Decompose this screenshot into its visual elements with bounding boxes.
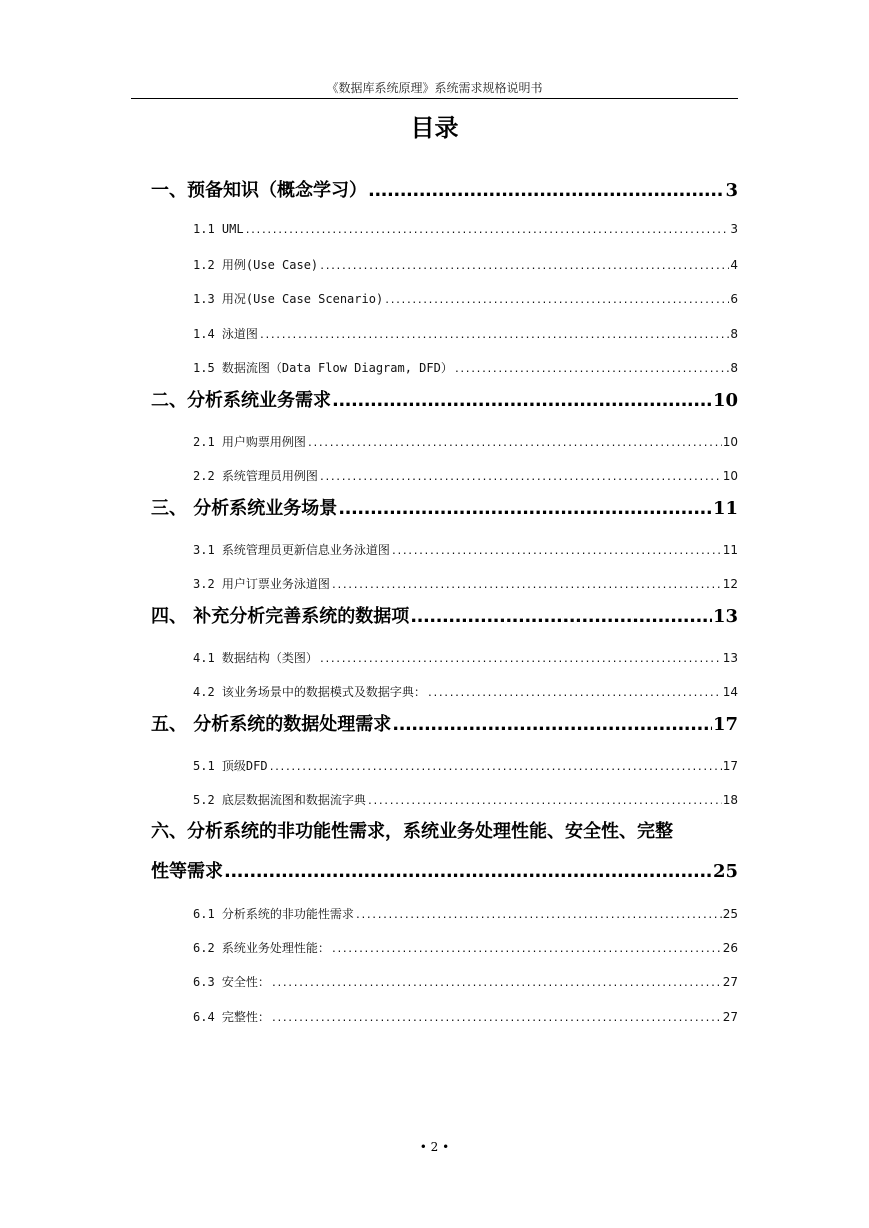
toc-page-number: 26 xyxy=(722,941,738,955)
toc-label: 6.1 分析系统的非功能性需求 xyxy=(193,907,354,921)
toc-page-number: 13 xyxy=(712,606,738,627)
toc-entry-1-5[interactable] xyxy=(193,359,738,377)
leader-dots xyxy=(271,1013,722,1024)
leader-dots xyxy=(319,261,729,272)
toc-label: 1.4 泳道图 xyxy=(193,327,258,341)
leader-dots xyxy=(367,796,722,807)
toc-entry-5[interactable] xyxy=(151,710,738,736)
toc-label: 6.4 完整性： xyxy=(193,1010,270,1024)
toc-entry-4-1[interactable] xyxy=(193,649,738,667)
toc-page-number: 6 xyxy=(730,292,738,306)
leader-dots xyxy=(331,580,722,591)
toc-entry-6-4[interactable] xyxy=(193,1008,738,1026)
leader-dots xyxy=(259,330,729,341)
toc-label: 4.2 该业务场景中的数据模式及数据字典： xyxy=(193,685,426,699)
leader-dots xyxy=(269,762,722,773)
toc-label: 6.3 安全性： xyxy=(193,975,270,989)
leader-dots xyxy=(391,546,722,557)
toc-page-number: 11 xyxy=(712,498,738,519)
leader-dots xyxy=(307,438,722,449)
toc-page-number: 8 xyxy=(730,327,738,341)
toc-page-number: 18 xyxy=(722,793,738,807)
toc-page-number: 8 xyxy=(730,361,738,375)
toc-entry-3-2[interactable] xyxy=(193,575,738,593)
toc-entry-1-2[interactable] xyxy=(193,256,738,274)
toc-entry-2-1[interactable] xyxy=(193,433,738,451)
leader-dots xyxy=(392,714,712,735)
toc-page-number: 3 xyxy=(725,180,738,201)
toc-label: 性等需求 xyxy=(151,861,223,882)
leader-dots xyxy=(319,654,722,665)
toc-label: 1.5 数据流图（Data Flow Diagram, DFD） xyxy=(193,361,453,375)
toc-entry-6-1[interactable] xyxy=(193,905,738,923)
toc-label: 1.1 UML xyxy=(193,222,244,236)
toc-entry-6-3[interactable] xyxy=(193,973,738,991)
toc-entry-4-2[interactable] xyxy=(193,683,738,701)
leader-dots xyxy=(319,472,722,483)
toc-page-number: 25 xyxy=(722,907,738,921)
toc-label: 五、 分析系统的数据处理需求 xyxy=(151,714,392,735)
toc-page-number: 17 xyxy=(722,759,738,773)
toc-label: 3.2 用户订票业务泳道图 xyxy=(193,577,330,591)
toc-label: 一、预备知识（概念学习） xyxy=(151,180,367,201)
toc-entry-5-1[interactable] xyxy=(193,757,738,775)
toc-entry-1-3[interactable] xyxy=(193,290,738,308)
toc-page-number: 10 xyxy=(712,390,738,411)
toc-page-number: 4 xyxy=(730,258,738,272)
toc-page-number: 12 xyxy=(722,577,738,591)
toc-label: 三、 分析系统业务场景 xyxy=(151,498,338,519)
toc-page-number: 3 xyxy=(730,222,738,236)
leader-dots xyxy=(384,295,729,306)
toc-label: 1.2 用例(Use Case) xyxy=(193,258,319,272)
leader-dots xyxy=(410,606,712,627)
toc-entry-1-4[interactable] xyxy=(193,325,738,343)
toc-entry-3-1[interactable] xyxy=(193,541,738,559)
page-number-footer: • 2 • xyxy=(419,1140,450,1154)
toc-page-number: 25 xyxy=(712,861,738,882)
toc-label: 5.1 顶级DFD xyxy=(193,759,268,773)
toc-entry-1-1[interactable] xyxy=(193,222,738,240)
toc-label: 2.1 用户购票用例图 xyxy=(193,435,306,449)
leader-dots xyxy=(427,688,722,699)
toc-page-number: 27 xyxy=(722,975,738,989)
leader-dots xyxy=(271,978,722,989)
toc-label: 3.1 系统管理员更新信息业务泳道图 xyxy=(193,543,390,557)
toc-page-number: 10 xyxy=(722,469,738,483)
toc-entry-2-2[interactable] xyxy=(193,467,738,485)
running-header: 《数据库系统原理》系统需求规格说明书 xyxy=(326,81,543,95)
toc-label: 2.2 系统管理员用例图 xyxy=(193,469,318,483)
leader-dots xyxy=(338,498,712,519)
toc-label: 5.2 底层数据流图和数据流字典 xyxy=(193,793,366,807)
toc-entry-1[interactable] xyxy=(151,176,738,202)
toc-label: 1.3 用况(Use Case Scenario) xyxy=(193,292,384,306)
leader-dots xyxy=(454,364,730,375)
toc-label: 6.2 系统业务处理性能： xyxy=(193,941,330,955)
toc-label: 4.1 数据结构（类图） xyxy=(193,651,318,665)
toc-page-number: 11 xyxy=(722,543,738,557)
leader-dots xyxy=(245,225,730,236)
page-title: 目录 xyxy=(410,114,459,142)
leader-dots xyxy=(355,910,722,921)
toc-page-number: 10 xyxy=(722,435,738,449)
toc-page-number: 27 xyxy=(722,1010,738,1024)
toc-entry-6-line1[interactable]: 六、分析系统的非功能性需求，系统业务处理性能、安全性、完整 xyxy=(151,821,673,842)
toc-entry-5-2[interactable] xyxy=(193,791,738,809)
toc-entry-6-2[interactable] xyxy=(193,939,738,957)
leader-dots xyxy=(224,861,712,882)
toc-entry-4[interactable] xyxy=(151,602,738,628)
toc-entry-3[interactable] xyxy=(151,494,738,520)
toc-label: 四、 补充分析完善系统的数据项 xyxy=(151,606,410,627)
toc-page-number: 17 xyxy=(712,714,738,735)
toc-entry-2[interactable] xyxy=(151,386,738,412)
toc-page-number: 13 xyxy=(722,651,738,665)
leader-dots xyxy=(331,944,722,955)
toc-entry-6[interactable] xyxy=(151,857,738,883)
header-rule xyxy=(131,98,738,99)
leader-dots xyxy=(332,390,712,411)
leader-dots xyxy=(368,180,724,201)
toc-label: 二、分析系统业务需求 xyxy=(151,390,331,411)
toc-page-number: 14 xyxy=(722,685,738,699)
